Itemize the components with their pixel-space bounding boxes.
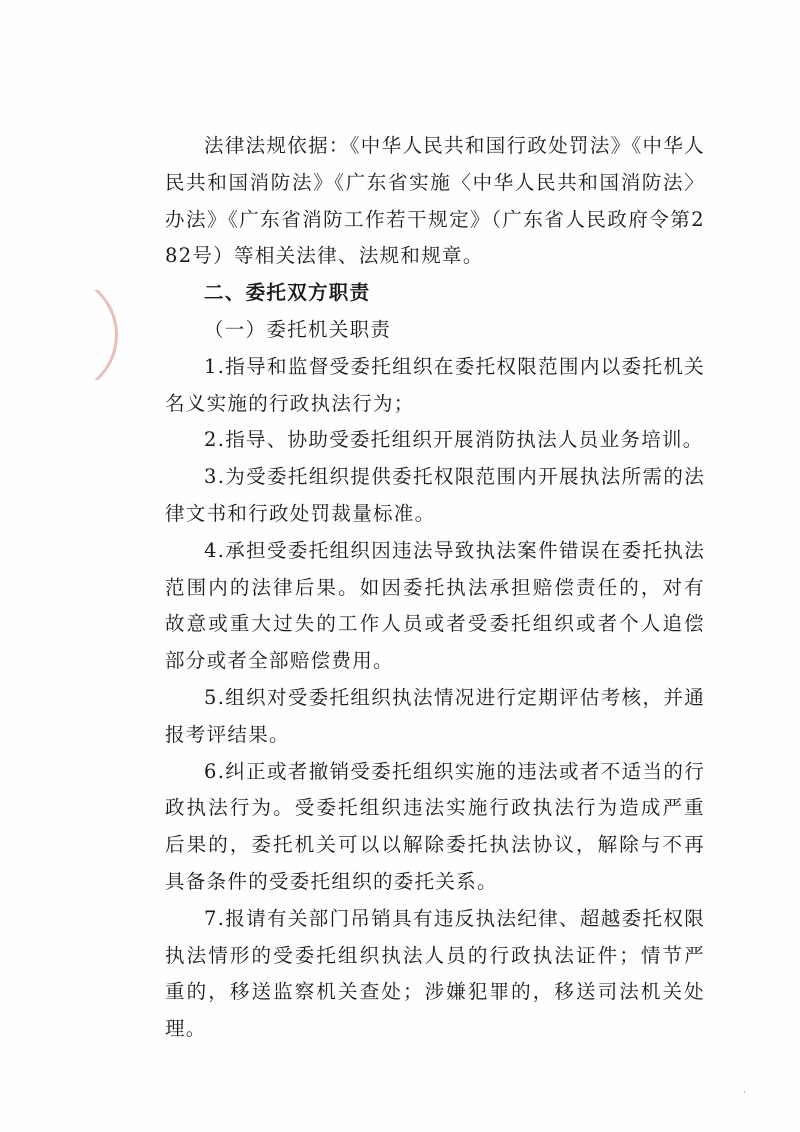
- duty-item-1: 1.指导和监督受委托组织在委托权限范围内以委托机关名义实施的行政执法行为；: [165, 354, 705, 415]
- duty-item-7: 7.报请有关部门吊销具有违反执法纪律、超越委托权限执法情形的受委托组织执法人员的行政执法证件；情节严重的，移送监察机关查处；涉嫌犯罪的，移送司法机关处理。: [165, 906, 705, 1041]
- duty-item-6: 6.纠正或者撤销受委托组织实施的违法或者不适当的行政执法行为。受委托组织违法实施行政执法行为造成严重后果的，委托机关可以以解除委托执法协议，解除与不再具备条件的受委托组织的委托关系。: [165, 759, 705, 893]
- duty-item-5: 5.组织对受委托组织执法情况进行定期评估考核，并通报考评结果。: [165, 685, 705, 746]
- document-body: [165, 128, 705, 1048]
- subsection-heading-entrusting-authority: （一）委托机关职责: [204, 317, 392, 341]
- page-mark: ·: [743, 1088, 746, 1097]
- duty-item-3: 3.为受委托组织提供委托权限范围内开展执法所需的法律文书和行政处罚裁量标准。: [165, 465, 705, 525]
- duty-item-2: 2.指导、协助受委托组织开展消防执法人员业务培训。: [204, 428, 704, 452]
- legal-basis-paragraph: 法律法规依据：《中华人民共和国行政处罚法》《中华人民共和国消防法》《广东省实施〈中华人民共和国消防法〉办法》《广东省消防工作若干规定》（广东省人民政府令第282号）等相关法律、法规和规章。: [165, 134, 705, 268]
- seal-ring: [88, 290, 118, 380]
- section-heading-duties: 二、委托双方职责: [204, 281, 371, 305]
- seal-stamp-edge: [88, 290, 128, 380]
- duty-item-4: 4.承担受委托组织因违法导致执法案件错误在委托执法范围内的法律后果。如因委托执法承担赔偿责任的，对有故意或重大过失的工作人员或者受委托组织或者个人追偿部分或者全部赔偿费用。: [165, 538, 705, 673]
